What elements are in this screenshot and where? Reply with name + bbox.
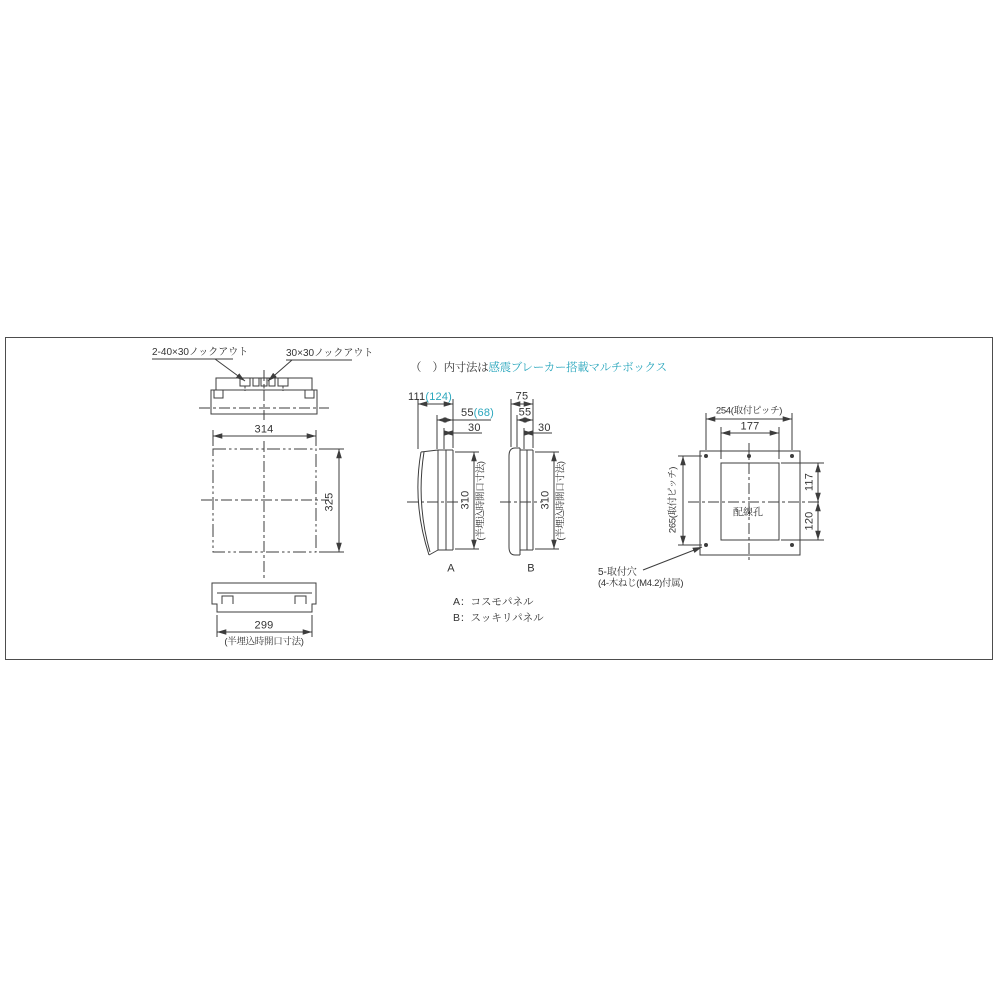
label-mounting-holes-sub: (4-木ねじ(M4.2)付属) bbox=[598, 578, 684, 589]
dim-rear-pitch-vertical: 265(取付ピッチ) bbox=[667, 466, 679, 534]
label-view-a: A bbox=[447, 562, 455, 575]
dim-rear-lower-half: 120 bbox=[803, 511, 816, 531]
dim-rear-upper-half: 117 bbox=[803, 472, 816, 492]
dim-a-depth-front: 30 bbox=[468, 422, 481, 434]
dim-a-height: 310 bbox=[459, 490, 472, 510]
dim-a-depth-total bbox=[408, 391, 452, 404]
dim-a-depth-total-alt: (124) bbox=[425, 391, 453, 403]
dim-a-depth-box bbox=[461, 407, 494, 420]
caption-bottom-opening: (半埋込時開口寸法) bbox=[224, 636, 304, 648]
label-mounting-holes: 5-取付穴 bbox=[598, 567, 637, 578]
note-prefix: （ ）内寸法は bbox=[410, 362, 489, 374]
legend-panel-a: A：コスモパネル bbox=[453, 596, 534, 608]
dim-b-depth-total: 75 bbox=[515, 390, 529, 403]
note-highlight: 感震ブレーカー搭載マルチボックス bbox=[488, 362, 667, 374]
caption-b-height: (半埋込時開口寸法) bbox=[555, 461, 567, 541]
top-view-lines bbox=[152, 359, 352, 420]
dim-bottom-width: 299 bbox=[254, 619, 274, 632]
label-knockout-right: 30×30ノックアウト bbox=[286, 348, 374, 359]
label-wiring-hole: 配線孔 bbox=[733, 507, 763, 519]
dim-b-depth-box: 55 bbox=[518, 406, 532, 419]
label-view-b: B bbox=[527, 562, 535, 575]
dim-a-depth-box-main: 55 bbox=[461, 407, 474, 419]
caption-a-height: (半埋込時開口寸法) bbox=[475, 461, 487, 541]
legend-panel-b: B：スッキリパネル bbox=[453, 612, 544, 624]
dim-b-depth-front: 30 bbox=[538, 422, 551, 434]
dim-a-depth-box-alt: (68) bbox=[473, 407, 495, 419]
dim-front-height: 325 bbox=[323, 492, 336, 512]
front-view-lines bbox=[201, 430, 344, 578]
label-knockout-left: 2-40×30ノックアウト bbox=[152, 347, 249, 358]
dim-rear-pitch-horizontal: 254(取付ピッチ) bbox=[715, 405, 783, 417]
dim-a-depth-total-main: 111 bbox=[408, 391, 426, 403]
dim-rear-inner-width: 177 bbox=[740, 420, 760, 433]
dim-front-width: 314 bbox=[254, 423, 274, 436]
dimension-note bbox=[410, 362, 667, 375]
dim-b-height: 310 bbox=[539, 490, 552, 510]
